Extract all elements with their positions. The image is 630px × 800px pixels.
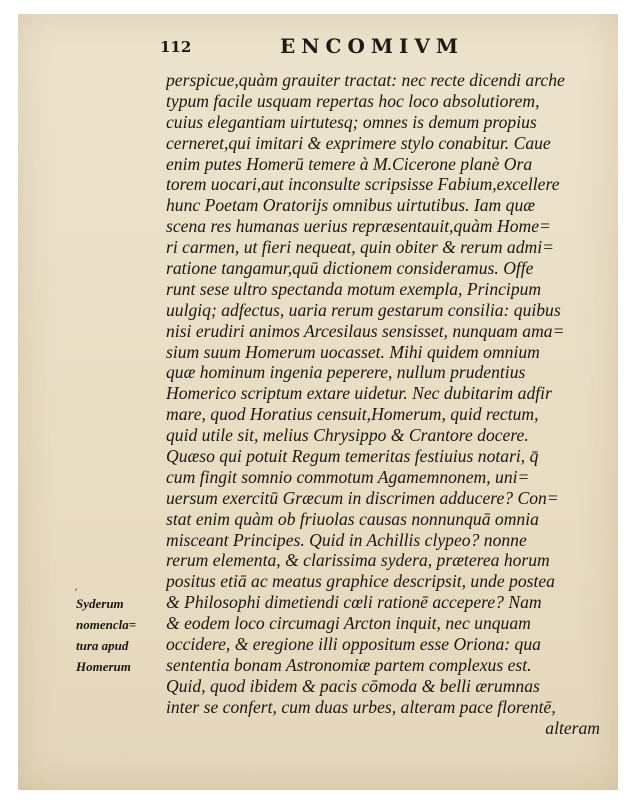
- margin-note: [76, 594, 162, 678]
- text-line: scena res humanas uerius repræsentauit,quàm Home=: [166, 216, 551, 237]
- text-line: uulgiq; adfectus, uaria rerum gestarum consilia: quibus: [166, 299, 561, 320]
- book-page: [18, 14, 618, 790]
- text-line: enim putes Homerū temere à M.Cicerone planè Ora: [166, 153, 533, 174]
- text-line: ratione tangamur,quū dictionem consideramus. Offe: [166, 258, 534, 279]
- page-header: [18, 34, 618, 60]
- text-line: & Philosophi dimetiendi cœli rationē accepere? Nam: [166, 592, 542, 613]
- text-line: rerum elementa, & clarissima sydera, præterea horum: [166, 550, 550, 571]
- text-line: mare, quod Horatius censuit,Homerum, quid rectum,: [166, 404, 539, 425]
- text-line: nisi erudiri animos Arcesilaus sensisset, nunquam ama=: [166, 320, 565, 341]
- text-line: inter se confert, cum duas urbes, alteram pace florentē,: [166, 696, 556, 717]
- margin-note-line: tura apud: [76, 637, 129, 653]
- page-number: 112: [160, 38, 192, 56]
- text-line: Quæso qui potuit Regum temeritas festiuius notari, q̄: [166, 446, 539, 467]
- text-line: perspicue,quàm grauiter tractat: nec recte dicendi arche: [166, 70, 565, 90]
- running-head: ENCOMIVM: [280, 34, 465, 58]
- text-line: torem uocari,aut inconsulte scripsisse Fabium,excellere: [166, 174, 560, 195]
- text-line: hunc Poetam Oratorijs omnibus uirtutibus. Iam quæ: [166, 195, 535, 216]
- text-line: ri carmen, ut fieri nequeat, quin obiter & rerum admi=: [166, 237, 554, 258]
- text-line: Quid, quod ibidem & pacis cōmoda & belli ærumnas: [166, 675, 540, 696]
- text-line: runt sese ultro spectanda motum exempla, Principum: [166, 278, 542, 299]
- text-line: cum fingit somnio commotum Agamemnonem, uni=: [166, 466, 530, 487]
- margin-tick-mark: ʼ: [74, 588, 78, 599]
- text-line: & eodem loco circumagi Arcton inquit, nec unquam: [166, 613, 531, 634]
- text-line: quid utile sit, melius Chrysippo & Crantore docere.: [166, 425, 529, 446]
- margin-note-line: nomencla=: [76, 616, 137, 632]
- text-line: positus etiā ac meatus graphice descripsit, unde postea: [166, 571, 555, 592]
- text-line: uersum exercitū Græcum in discrimen adducere? Con=: [166, 487, 559, 508]
- text-line: sium suum Homerum uocasset. Mihi quidem omnium: [166, 341, 540, 362]
- text-line: cuius elegantiam uirtutesq; omnes is demum propius: [166, 111, 537, 132]
- text-line: Homerico scriptum extare uidetur. Nec dubitarim adfir: [166, 383, 552, 404]
- text-line: cerneret,qui imitari & exprimere stylo conabitur. Caue: [166, 132, 551, 153]
- text-line: sententia bonam Astronomiæ partem complexus est.: [166, 654, 532, 675]
- body-text: [166, 70, 600, 739]
- catchword: alteram: [545, 717, 600, 738]
- margin-note-line: Homerum: [76, 658, 131, 674]
- text-line: stat enim quàm ob friuolas causas nonnunquā omnia: [166, 508, 539, 529]
- text-line: occidere, & eregione illi oppositum esse Oriona: qua: [166, 634, 541, 655]
- text-line: typum facile usquam repertas hoc loco absolutiorem,: [166, 90, 540, 111]
- text-line: misceant Principes. Quid in Achillis clypeo? nonne: [166, 529, 527, 550]
- text-line: quæ hominum ingenia peperere, nullum prudentius: [166, 362, 526, 383]
- margin-note-line: Syderum: [76, 596, 124, 611]
